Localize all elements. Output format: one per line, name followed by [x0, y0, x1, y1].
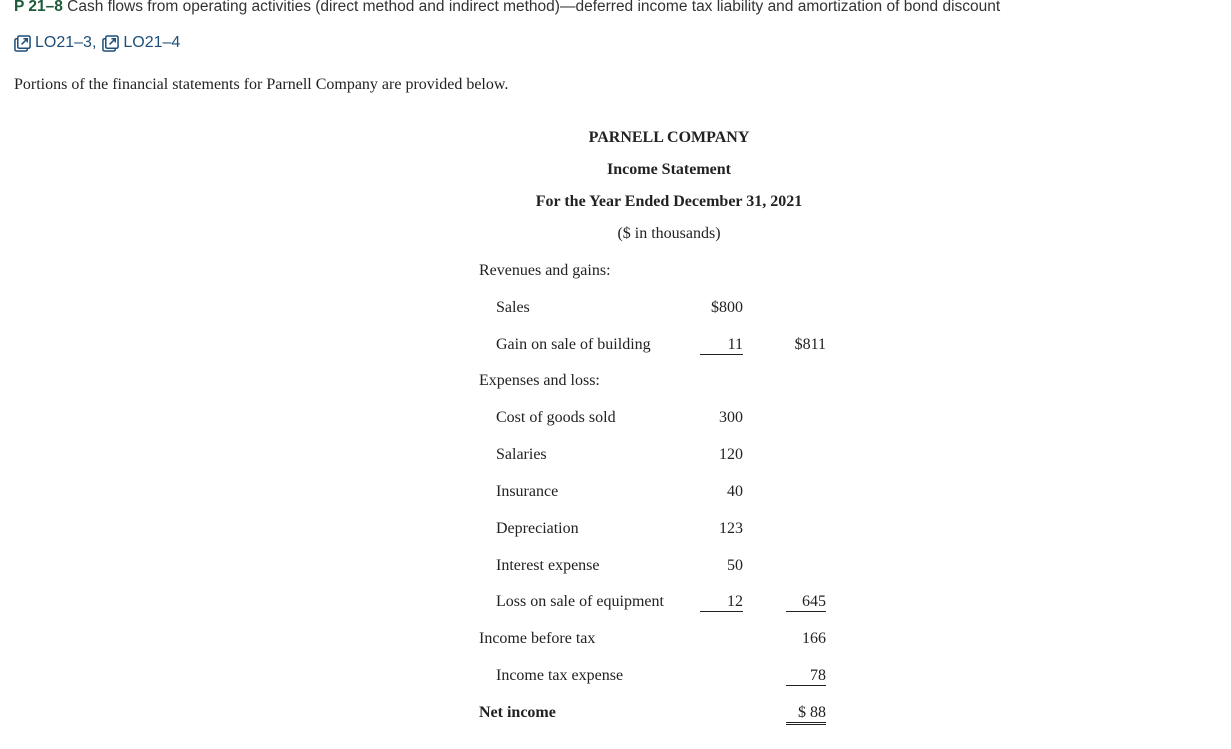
row-total: 166: [802, 630, 826, 647]
lo-link-21-3[interactable]: [14, 34, 96, 52]
expenses-header-row: [0, 372, 1231, 396]
lo-link-21-4[interactable]: [102, 34, 180, 52]
problem-title: Cash flows from operating activities (direct method and indirect method)—deferred income tax liability and amortization of bond discount: [67, 0, 1001, 15]
lo-label: LO21–3,: [35, 34, 97, 51]
problem-header: [14, 0, 1000, 16]
row-label: Depreciation: [496, 520, 579, 537]
row-label: Interest expense: [496, 557, 600, 574]
statement-units: ($ in thousands): [617, 225, 721, 242]
row-amount: 120: [719, 446, 743, 463]
row-amount: 40: [727, 483, 743, 500]
row-label: Insurance: [496, 483, 559, 500]
section-label: Expenses and loss:: [479, 372, 600, 389]
row-label: Gain on sale of building: [496, 336, 651, 353]
income-row-sales: [0, 299, 1231, 323]
learning-objectives: [14, 34, 180, 52]
external-link-icon: [14, 35, 31, 52]
income-row-tax: [0, 667, 1231, 691]
row-label: Cost of goods sold: [496, 409, 616, 426]
row-label: Sales: [496, 299, 530, 316]
row-label: Salaries: [496, 446, 547, 463]
row-total: 645: [786, 593, 826, 612]
statement-period: For the Year Ended December 31, 2021: [535, 193, 803, 210]
income-row-salaries: [0, 446, 1231, 470]
income-row-net-income: [0, 704, 1231, 728]
row-label: Loss on sale of equipment: [496, 593, 664, 610]
company-name: PARNELL COMPANY: [588, 129, 750, 146]
external-link-icon: [102, 35, 119, 52]
revenues-header-row: [0, 262, 1231, 286]
income-row-depreciation: [0, 520, 1231, 544]
row-amount: 300: [719, 409, 743, 426]
row-total: $ 88: [786, 704, 826, 725]
row-amount: 12: [700, 593, 743, 612]
row-amount: 50: [727, 557, 743, 574]
income-row-insurance: [0, 483, 1231, 507]
row-amount: $800: [711, 299, 743, 316]
row-label: Income tax expense: [496, 667, 624, 684]
income-row-cogs: [0, 409, 1231, 433]
row-label: Net income: [479, 704, 556, 721]
income-row-loss-equipment: [0, 593, 1231, 617]
intro-text: Portions of the financial statements for Parnell Company are provided below.: [14, 76, 509, 93]
income-row-before-tax: [0, 630, 1231, 654]
problem-number: P 21–8: [14, 0, 63, 15]
section-label: Revenues and gains:: [479, 262, 611, 279]
income-row-gain-building: [0, 336, 1231, 360]
row-total: $811: [794, 336, 826, 353]
statement-title: Income Statement: [607, 161, 731, 178]
income-row-interest: [0, 557, 1231, 581]
lo-label: LO21–4: [123, 34, 181, 51]
row-label: Income before tax: [479, 630, 596, 647]
row-amount: 123: [719, 520, 743, 537]
row-total: 78: [786, 667, 826, 686]
row-amount: 11: [700, 336, 743, 355]
